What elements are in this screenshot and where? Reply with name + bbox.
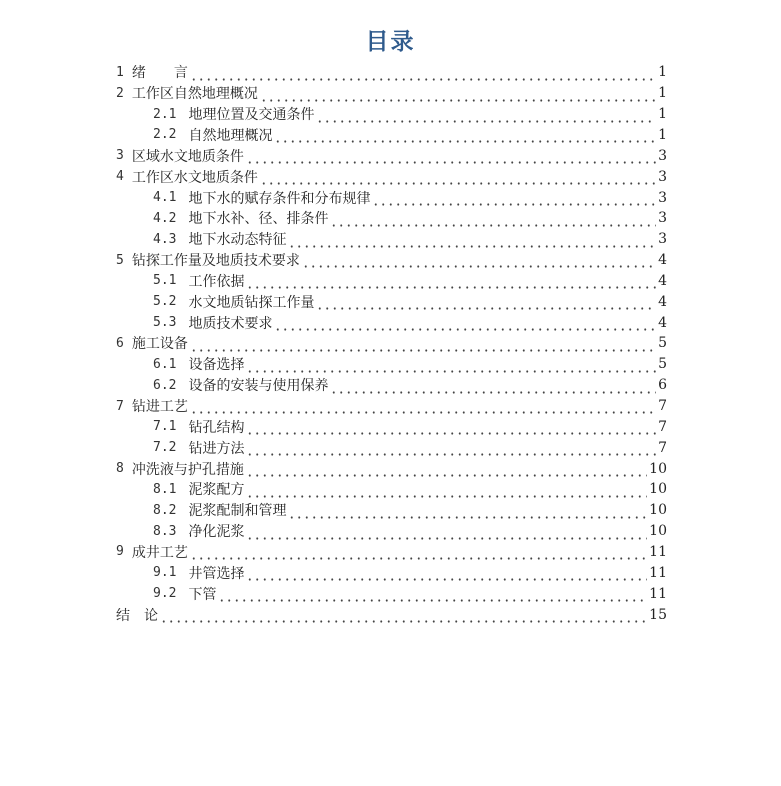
dot-leader [330,222,656,229]
toc-entry-page-number: 5 [658,335,667,352]
toc-entry-title: 地下水补、径、排条件 [188,211,329,228]
toc-entry-number: 6.2 [153,377,177,393]
toc-entry-page-number: 7 [658,439,667,456]
toc-entry[interactable] [153,187,667,208]
dot-leader [246,430,656,437]
toc-entry-title: 冲洗液与护孔措施 [131,461,244,478]
dot-leader [190,76,656,83]
dot-leader [246,493,647,500]
toc-entry-number: 8.1 [153,481,177,497]
toc-entry[interactable] [116,250,667,271]
toc-entry-page-number: 1 [658,106,667,123]
dot-leader [190,409,656,416]
toc-entry-page-number: 4 [658,314,667,331]
toc-entry-page-number: 1 [658,64,667,81]
dot-leader [316,305,656,312]
dot-leader [246,472,647,479]
dot-leader [190,347,656,354]
toc-entry[interactable] [153,125,667,146]
toc-entry[interactable] [153,104,667,125]
toc-title: 目录 [365,28,416,55]
toc-entry-page-number: 11 [649,585,667,602]
toc-entry-page-number: 7 [658,398,667,415]
toc-entry-number: 9 [116,544,124,560]
toc-entry-number: 7.1 [153,419,177,435]
toc-entry-number: 2.2 [153,127,177,143]
toc-entry-page-number: 11 [649,543,667,560]
toc-entry-number: 3 [116,148,124,164]
dot-leader [274,138,656,145]
toc-entry[interactable] [153,291,667,312]
dot-leader [246,535,647,542]
dot-leader [302,263,656,270]
toc-entry[interactable] [153,312,667,333]
toc-entry-page-number: 3 [658,147,667,164]
toc-entry-title: 泥浆配方 [188,482,245,499]
toc-entry-number: 8.2 [153,502,177,518]
dot-leader [288,243,656,250]
toc-entry-title: 自然地理概况 [188,127,273,144]
dot-leader [288,514,647,521]
toc-entry-title: 工作区水文地质条件 [131,169,258,186]
toc-entry-page-number: 1 [658,126,667,143]
toc-entry-title: 施工设备 [131,336,188,353]
toc-entry-number: 2 [116,85,124,101]
toc-entry[interactable] [116,458,667,479]
toc-entry-title: 成井工艺 [131,544,188,561]
toc-entry[interactable] [153,375,667,396]
toc-entry[interactable] [116,604,667,625]
toc-entry-title: 下管 [188,586,217,603]
toc-entry-page-number: 15 [649,606,667,623]
toc-entry-number: 2.1 [153,106,177,122]
dot-leader [372,201,656,208]
toc-entry-title: 钻进工艺 [131,399,188,416]
toc-entry-page-number: 7 [658,418,667,435]
toc-entry-page-number: 10 [649,523,667,540]
toc-entry-number: 4.3 [153,231,177,247]
dot-leader [246,451,656,458]
toc-entry-title: 工作依据 [188,273,245,290]
dot-leader [190,555,647,562]
dot-leader [246,368,656,375]
toc-entry-number: 5 [116,252,124,268]
toc-entry-title: 地下水动态特征 [188,232,287,249]
toc-entry-title: 设备的安装与使用保养 [188,378,329,395]
toc-entry[interactable] [116,166,667,187]
toc-entry-title: 泥浆配制和管理 [188,503,287,520]
toc-entry-title: 地理位置及交通条件 [188,107,315,124]
toc-entry[interactable] [116,542,667,563]
toc-entry-title: 地下水的赋存条件和分布规律 [188,190,371,207]
toc-entry-page-number: 4 [658,272,667,289]
toc-entry-page-number: 4 [658,293,667,310]
toc-entry[interactable] [116,333,667,354]
toc-entry-number: 8 [116,461,124,477]
dot-leader [260,180,656,187]
toc-entry-title: 工作区自然地理概况 [131,86,258,103]
toc-entry-number: 5.1 [153,273,177,289]
toc-entry-number: 4 [116,169,124,185]
toc-entry-title: 水文地质钻探工作量 [188,294,315,311]
toc-entry-page-number: 4 [658,252,667,269]
toc-entry[interactable] [153,437,667,458]
toc-entry-number: 9.2 [153,586,177,602]
toc-entry-title: 钻进方法 [188,440,245,457]
dot-leader [246,576,647,583]
toc-entry-number: 7 [116,398,124,414]
toc-entry-number: 7.2 [153,440,177,456]
toc-entry-page-number: 5 [658,356,667,373]
toc-entry-title: 净化泥浆 [188,524,245,541]
toc-entry-title: 钻探工作量及地质技术要求 [131,253,300,270]
toc-entry-title: 区域水文地质条件 [131,148,244,165]
toc-entry-page-number: 6 [658,377,667,394]
dot-leader [274,326,656,333]
toc-entry[interactable] [153,521,667,542]
toc-entry-number: 5.3 [153,315,177,331]
toc-entry[interactable] [153,562,667,583]
dot-leader [160,618,647,625]
dot-leader [246,284,656,291]
toc-entry-page-number: 11 [649,564,667,581]
dot-leader [260,97,656,104]
dot-leader [330,389,656,396]
toc-entry-title: 绪 言 [131,65,188,82]
toc-entry[interactable] [153,208,667,229]
toc-entry-number: 1 [116,64,124,80]
toc-entry-number: 9.1 [153,565,177,581]
toc-entry-title: 钻孔结构 [188,419,245,436]
toc-entry[interactable] [153,583,667,604]
toc-entry-number: 4.2 [153,210,177,226]
toc-entry-page-number: 3 [658,189,667,206]
toc-entry[interactable] [116,83,667,104]
toc-entry-title: 结 论 [116,607,158,624]
toc-entry-title: 地质技术要求 [188,315,273,332]
toc-entry[interactable] [153,229,667,250]
toc-entry-page-number: 1 [658,85,667,102]
toc-entry[interactable] [153,500,667,521]
dot-leader [316,118,656,125]
toc-entry[interactable] [116,396,667,417]
toc-entry[interactable] [116,62,667,83]
toc-entry[interactable] [153,271,667,292]
toc-entry-page-number: 10 [649,460,667,477]
toc-entry-page-number: 3 [658,210,667,227]
toc-entry[interactable] [153,416,667,437]
toc-entry-number: 6.1 [153,356,177,372]
toc-entry-page-number: 10 [649,502,667,519]
toc-entry-page-number: 3 [658,231,667,248]
toc-entry[interactable] [153,479,667,500]
toc-entry-number: 8.3 [153,523,177,539]
toc-entry-number: 4.1 [153,190,177,206]
toc-entry-title: 井管选择 [188,565,245,582]
dot-leader [246,159,656,166]
toc-entry-number: 6 [116,335,124,351]
dot-leader [218,597,647,604]
toc-entry-title: 设备选择 [188,357,245,374]
toc-entry[interactable] [116,145,667,166]
toc-entry-page-number: 10 [649,481,667,498]
toc-entry-page-number: 3 [658,168,667,185]
toc-entry[interactable] [153,354,667,375]
toc-entry-number: 5.2 [153,294,177,310]
